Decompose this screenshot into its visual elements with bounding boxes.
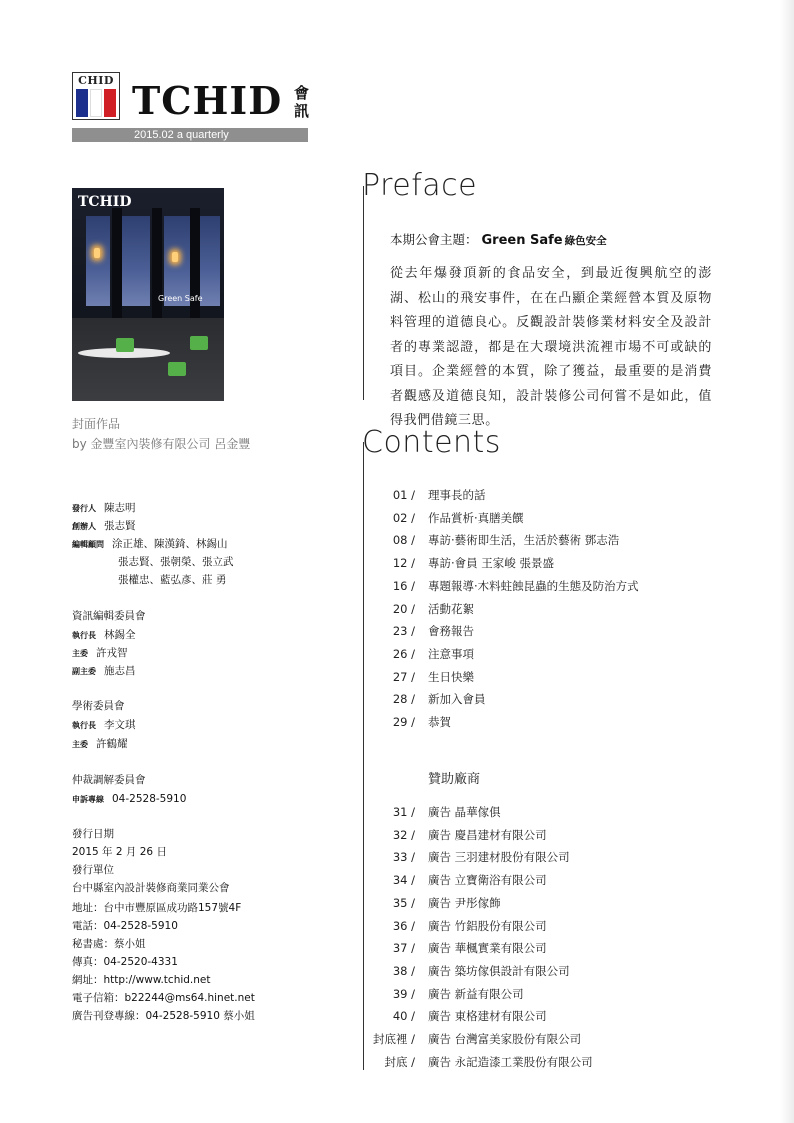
cover-window: [122, 216, 150, 306]
page-number: 31 /: [392, 805, 415, 819]
page-number: 36 /: [392, 918, 415, 933]
chid-flag-badge: [72, 72, 120, 120]
page-number: 02 /: [392, 510, 415, 525]
logo-suffix-char-1: 會: [294, 84, 310, 102]
entry-title: 廣告 三羽建材股份有限公司: [428, 850, 570, 865]
cover-window: [86, 216, 110, 306]
entry-title: 活動花絮: [428, 601, 474, 616]
cover-title: TCHID: [78, 194, 132, 210]
editorial-chief-label: 主委: [72, 648, 88, 658]
editorial-vice-row: [72, 662, 136, 680]
page-number: 39 /: [392, 986, 415, 1001]
logo-wordmark: TCHID: [132, 78, 283, 123]
founder-label: 創辦人: [72, 521, 96, 531]
entry-title: 作品賞析‧真膳美饌: [428, 510, 524, 525]
badge-text: CHID: [78, 74, 114, 87]
page-number: 35 /: [392, 895, 415, 910]
academic-exec-row: [72, 716, 136, 734]
issue-theme: [390, 230, 607, 248]
cover-caption: [72, 414, 250, 454]
flag-blue-stripe: [76, 89, 88, 117]
website-link[interactable]: 網址：http://www.tchid.net: [72, 974, 211, 986]
theme-label: 本期公會主題：: [390, 232, 478, 247]
page-number: 29 /: [392, 715, 415, 729]
page-number: 封底裡 /: [372, 1032, 415, 1046]
preface-rule: [363, 186, 364, 400]
academic-exec-label: 執行長: [72, 720, 96, 730]
address: 地址：台中市豐原區成功路157號4F: [72, 902, 242, 914]
complaint-phone: 04-2528-5910: [112, 793, 187, 805]
entry-title: 注意事項: [428, 646, 474, 661]
academic-chief: 許鶴耀: [96, 738, 128, 750]
editorial-exec: 林錫全: [104, 629, 136, 641]
preface-body: 從去年爆發頂新的食品安全，到最近復興航空的澎湖、松山的飛安事件，在在凸顯企業經營本質及原物料管理的道德良心。反觀設計裝修業材料安全及設計者的專業認證，都是在大環境洪流裡市場不可或缺的項目。企業經營的本質，除了獲益，最重要的是消費者觀感及道德良知，設計裝修公司何嘗不是如此，值得我們借鏡三思。: [390, 266, 712, 428]
page-number: 16 /: [392, 578, 415, 593]
entry-title: 廣告 永記造漆工業股份有限公司: [428, 1054, 593, 1069]
page-number: 34 /: [392, 873, 415, 888]
editorial-exec-row: [72, 626, 136, 644]
advisors-line3: 張權忠、藍弘彥、莊 勇: [118, 574, 227, 586]
entry-title: 專題報導‧木料蛀蝕昆蟲的生態及防治方式: [428, 578, 639, 593]
editorial-committee-heading: 資訊編輯委員會: [72, 610, 146, 622]
complaint-label: 申訴專線: [72, 794, 104, 804]
cover-window: [200, 216, 220, 306]
publisher-label: 發行人: [72, 503, 96, 513]
founder-row: [72, 517, 136, 535]
contents-title: Contents: [362, 425, 501, 460]
entry-title: 專訪‧藝術即生活，生活於藝術 鄧志浩: [428, 533, 620, 548]
entry-title: 廣告 東格建材有限公司: [428, 1009, 547, 1024]
entry-title: 廣告 晶華傢俱: [428, 805, 501, 819]
issue-bar: 2015.02 a quarterly: [72, 128, 308, 142]
issue-date: 2015 年 2 月 26 日: [72, 846, 167, 858]
publisher: 陳志明: [104, 502, 136, 514]
page-number: 27 /: [392, 669, 415, 684]
entry-title: 廣告 華楓實業有限公司: [428, 941, 547, 956]
flag-red-stripe: [104, 89, 116, 117]
entry-title: 廣告 竹鋁股份有限公司: [428, 918, 547, 933]
academic-committee-heading: 學術委員會: [72, 700, 125, 712]
entry-title: 恭賀: [428, 715, 451, 729]
editorial-chief-row: [72, 644, 128, 662]
page-number: 20 /: [392, 601, 415, 616]
editorial-exec-label: 執行長: [72, 630, 96, 640]
cover-image: [72, 188, 224, 401]
complaint-row: [72, 790, 186, 808]
page-number: 28 /: [392, 692, 415, 707]
founder: 張志賢: [104, 520, 136, 532]
advisors-line1: 涂正雄、陳漢錡、林錫山: [112, 538, 228, 550]
entry-title: 專訪‧會員 王家峻 張景盛: [428, 556, 554, 571]
cover-lamp: [172, 252, 178, 262]
editorial-chief: 許戎智: [96, 647, 128, 659]
entry-title: 廣告 新益有限公司: [428, 986, 524, 1001]
secretary: 秘書處：蔡小姐: [72, 938, 146, 950]
logo-suffix: [294, 84, 312, 120]
cover-chair: [190, 336, 208, 350]
page-number: 封底 /: [384, 1054, 415, 1069]
entry-title: 廣告 台灣富美家股份有限公司: [428, 1032, 582, 1046]
entry-title: 廣告 築坊傢俱設計有限公司: [428, 963, 570, 978]
page-number: 33 /: [392, 850, 415, 865]
cover-caption-line2: by 金豐室內裝修有限公司 呂金豐: [72, 437, 251, 451]
phone: 電話：04-2528-5910: [72, 920, 178, 932]
cover-caption-line1: 封面作品: [72, 417, 121, 431]
arbitration-committee-heading: 仲裁調解委員會: [72, 774, 146, 786]
cover-subtitle: Green Safe: [158, 294, 203, 303]
advisors-label: 編輯顧問: [72, 539, 104, 549]
entry-title: 生日快樂: [428, 669, 474, 684]
date-label: 發行日期: [72, 828, 114, 840]
sponsors-heading: 贊助廠商: [428, 772, 481, 787]
page-number: 32 /: [392, 827, 415, 842]
fax: 傳真：04-2520-4331: [72, 956, 178, 968]
email-link[interactable]: 電子信箱：b22244@ms64.hinet.net: [72, 992, 255, 1004]
page-number: 12 /: [392, 556, 415, 571]
page-number: 23 /: [392, 624, 415, 639]
flag-white-stripe: [90, 89, 102, 117]
page-number: 38 /: [392, 963, 415, 978]
cover-chair: [116, 338, 134, 352]
logo-suffix-char-2: 訊: [294, 102, 310, 120]
advisors-row: [72, 535, 228, 553]
academic-exec: 李文琪: [104, 719, 136, 731]
page-number: 37 /: [392, 941, 415, 956]
page-edge-shadow: [780, 0, 794, 1123]
page-number: 26 /: [392, 646, 415, 661]
cover-chair: [168, 362, 186, 376]
entry-title: 廣告 慶昌建材有限公司: [428, 827, 547, 842]
preface-title: Preface: [362, 168, 478, 203]
cover-lamp: [94, 248, 100, 258]
page-number: 40 /: [392, 1009, 415, 1024]
entry-title: 廣告 尹彤傢飾: [428, 895, 501, 910]
page-number: 01 /: [392, 488, 415, 502]
academic-chief-label: 主委: [72, 739, 88, 749]
issuer: 台中縣室內設計裝修商業同業公會: [72, 882, 230, 894]
entry-title: 理事長的話: [428, 488, 486, 502]
page-number: 08 /: [392, 533, 415, 548]
entry-title: 廣告 立寶衛浴有限公司: [428, 873, 547, 888]
entry-title: 新加入會員: [428, 692, 486, 707]
cover-floor: [72, 318, 224, 401]
issuer-label: 發行單位: [72, 864, 114, 876]
advisors-line2: 張志賢、張朝榮、張立武: [118, 556, 234, 568]
editorial-vice-label: 副主委: [72, 666, 96, 676]
theme-cn: 綠色安全: [564, 235, 607, 247]
academic-chief-row: [72, 735, 128, 753]
theme-en: Green Safe: [481, 233, 563, 248]
publisher-row: [72, 499, 136, 517]
editorial-vice: 施志昌: [104, 665, 136, 677]
entry-title: 會務報告: [428, 624, 474, 639]
ad-contact: 廣告刊登專線：04-2528-5910 蔡小姐: [72, 1010, 255, 1022]
